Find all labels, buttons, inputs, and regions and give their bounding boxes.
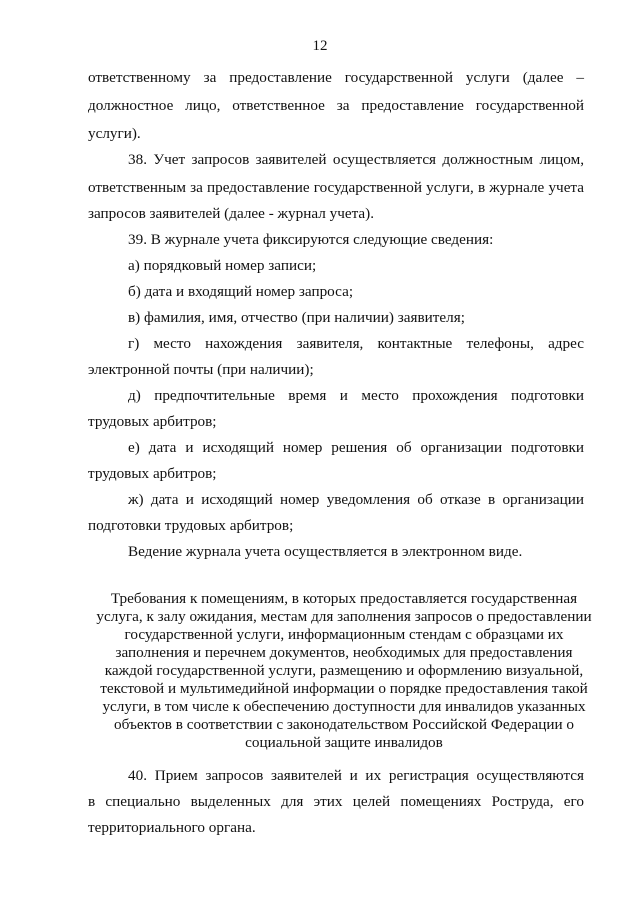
heading-line: каждой государственной услуги, размещению и оформлению визуальной,: [104, 662, 584, 679]
list-item-v: в) фамилия, имя, отчество (при наличии) заявителя;: [128, 309, 465, 326]
paragraph-line: должностное лицо, ответственное за предоставление государственной: [88, 97, 584, 114]
list-item-d: д) предпочтительные время и место прохождения подготовки: [128, 387, 584, 404]
list-item-e: е) дата и исходящий номер решения об организации подготовки: [128, 439, 584, 456]
paragraph-40-line: в специально выделенных для этих целей помещениях Роструда, его: [88, 793, 584, 810]
heading-line: заполнения и перечнем документов, необходимых для предоставления: [115, 644, 573, 661]
journal-note: Ведение журнала учета осуществляется в электронном виде.: [128, 543, 523, 560]
list-item-e-cont: трудовых арбитров;: [88, 465, 217, 482]
list-item-zh: ж) дата и исходящий номер уведомления об отказе в организации: [128, 491, 584, 508]
heading-line: текстовой и мультимедийной информации о порядке предоставления такой: [100, 680, 588, 697]
list-item-g: г) место нахождения заявителя, контактные телефоны, адрес: [128, 335, 584, 352]
paragraph-38-line: 38. Учет запросов заявителей осуществляется должностным лицом,: [128, 151, 584, 168]
list-item-g-cont: электронной почты (при наличии);: [88, 361, 314, 378]
list-item-a: а) порядковый номер записи;: [128, 257, 317, 274]
paragraph-38-line: ответственным за предоставление государственной услуги, в журнале учета: [88, 179, 584, 196]
list-item-zh-cont: подготовки трудовых арбитров;: [88, 517, 294, 534]
paragraph-40-line: 40. Прием запросов заявителей и их регистрация осуществляются: [128, 767, 584, 784]
paragraph-39-line: 39. В журнале учета фиксируются следующие сведения:: [128, 231, 494, 248]
page-number: 12: [312, 38, 328, 54]
heading-line: услуги, в том числе к обеспечению доступности для инвалидов указанных: [102, 698, 586, 715]
heading-line: услуга, к залу ожидания, местам для заполнения запросов о предоставлении: [96, 608, 592, 625]
heading-line: Требования к помещениям, в которых предоставляется государственная: [110, 590, 578, 607]
paragraph-38-line: запросов заявителей (далее - журнал учета).: [88, 205, 375, 222]
list-item-d-cont: трудовых арбитров;: [88, 413, 217, 430]
heading-line: государственной услуги, информационным стендам с образцами их: [124, 626, 564, 643]
paragraph-40-line: территориального органа.: [88, 819, 256, 836]
heading-line: социальной защите инвалидов: [245, 734, 443, 751]
list-item-b: б) дата и входящий номер запроса;: [128, 283, 354, 300]
paragraph-line: услуги).: [88, 125, 141, 142]
paragraph-line: ответственному за предоставление государственной услуги (далее –: [88, 69, 584, 86]
heading-line: объектов в соответствии с законодательством Российской Федерации о: [114, 716, 574, 733]
